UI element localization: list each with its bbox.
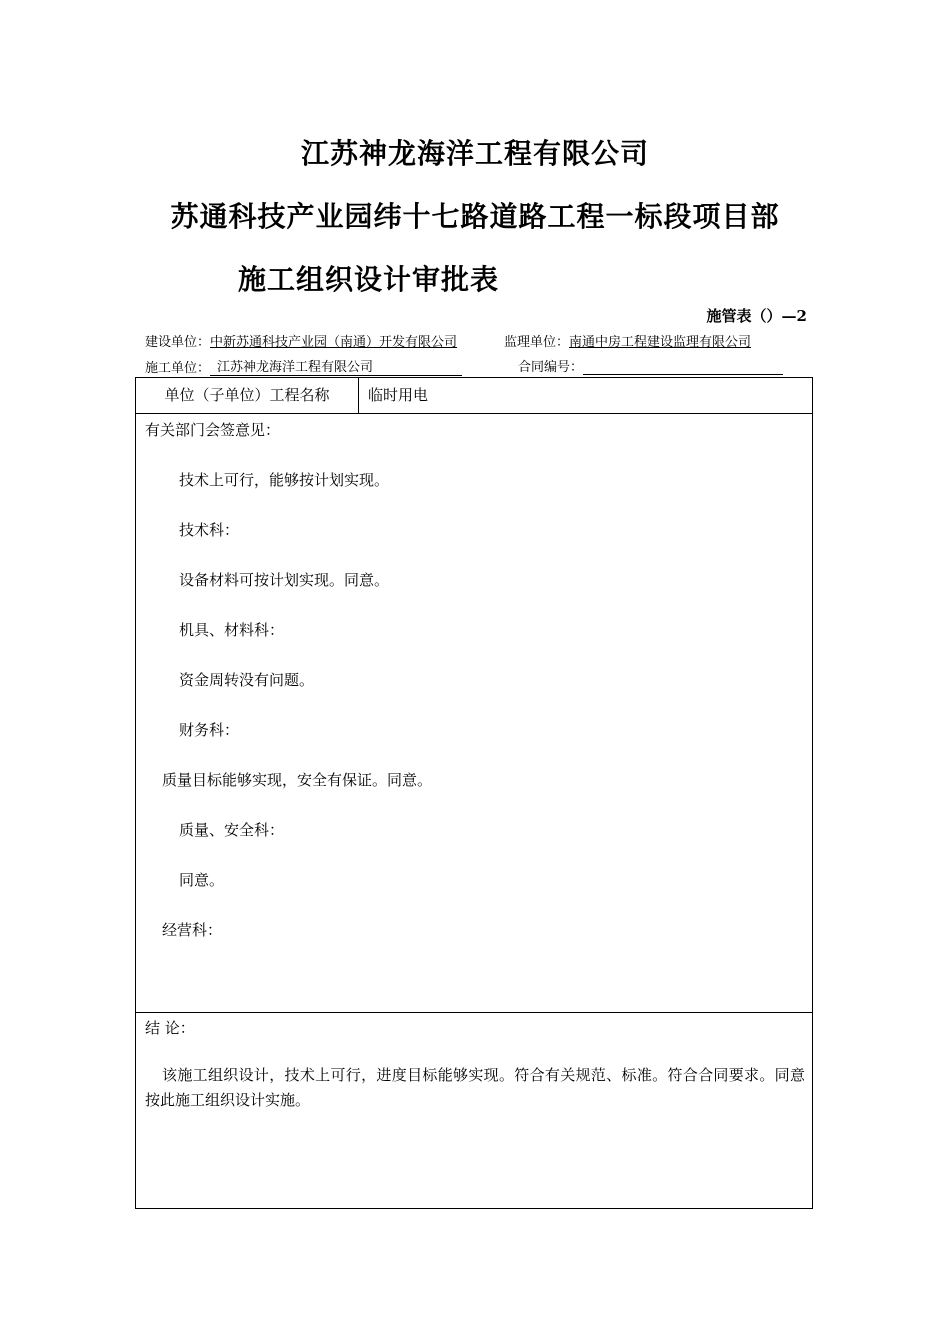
form-number: 施管表（）—2 [706, 307, 807, 325]
conclusion-text: 该施工组织设计，技术上可行，进度目标能够实现。符合有关规范、标准。符合合同要求。同意按此施工组织设计实施。 [145, 1066, 805, 1109]
company-title: 江苏神龙海洋工程有限公司 [300, 137, 649, 170]
owner-value: 中新苏通科技产业园（南通）开发有限公司 [210, 335, 458, 350]
project-name-label: 单位（子单位）工程名称 [136, 378, 359, 413]
contract-field [583, 359, 783, 375]
contractor-value: 江苏神龙海洋工程有限公司 [217, 360, 374, 375]
opinions-section [136, 414, 812, 1013]
supervisor-label: 监理单位： [504, 335, 570, 350]
opinion-line: 经营科： [162, 921, 223, 939]
opinions-heading: 有关部门会签意见： [145, 421, 281, 439]
form-title: 施工组织设计审批表 [238, 263, 500, 296]
opinion-line: 技术科： [179, 521, 240, 539]
opinion-line: 同意。 [179, 871, 225, 889]
opinion-line: 技术上可行，能够按计划实现。 [179, 471, 390, 489]
project-name-value: 临时用电 [368, 386, 429, 404]
supervisor-line [504, 331, 751, 350]
opinion-line: 资金周转没有问题。 [179, 671, 315, 689]
opinion-line: 机具、材料科： [179, 621, 285, 639]
owner-label: 建设单位： [145, 335, 211, 350]
owner-line [145, 331, 457, 350]
contract-label: 合同编号： [518, 360, 584, 375]
supervisor-value: 南通中房工程建设监理有限公司 [569, 335, 752, 350]
opinion-line: 质量目标能够实现，安全有保证。同意。 [162, 771, 433, 789]
project-name-row [136, 378, 812, 414]
contractor-field [210, 356, 462, 376]
conclusion-heading: 结 论： [145, 1019, 195, 1037]
opinion-line: 设备材料可按计划实现。同意。 [179, 571, 390, 589]
opinion-line: 财务科： [179, 721, 240, 739]
conclusion-section [136, 1013, 812, 1208]
opinion-line: 质量、安全科： [179, 821, 285, 839]
contract-line [518, 356, 783, 375]
contractor-line [145, 356, 462, 376]
project-title: 苏通科技产业园纬十七路道路工程一标段项目部 [170, 200, 780, 233]
approval-table [135, 377, 813, 1209]
contractor-label: 施工单位： [145, 361, 211, 376]
